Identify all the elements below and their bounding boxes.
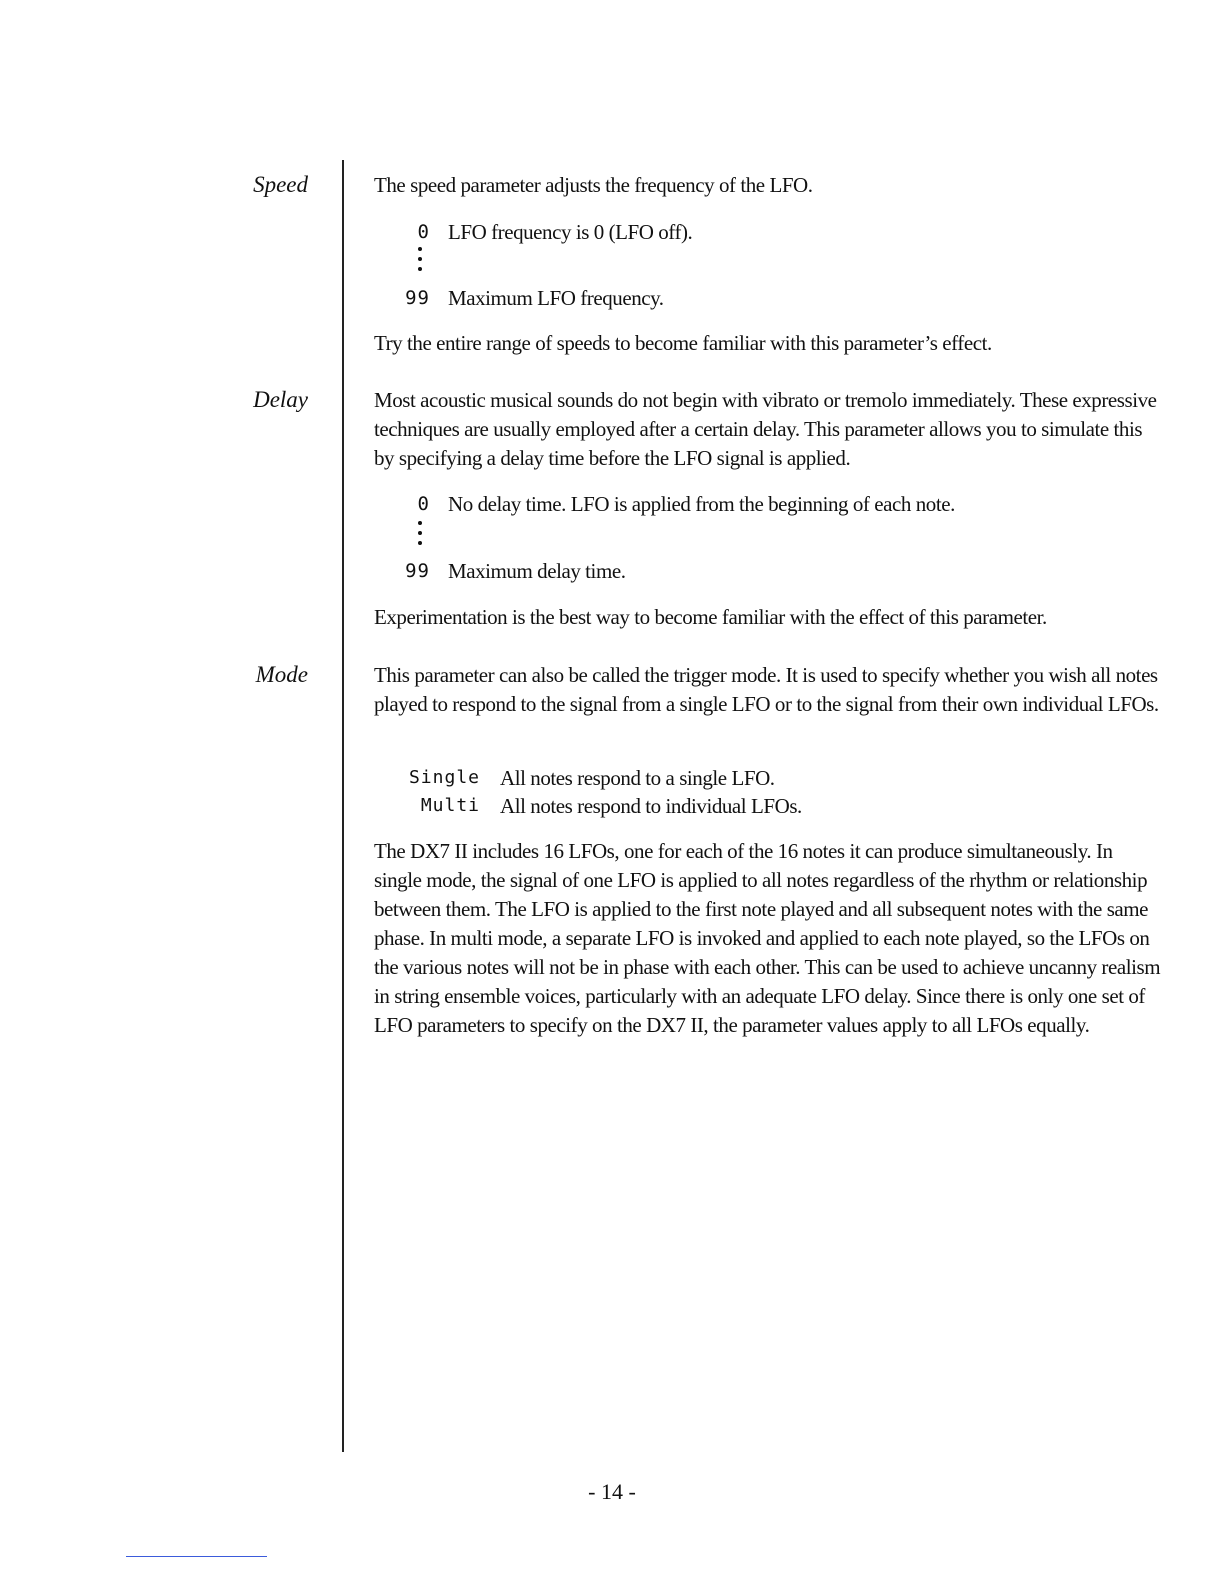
delay-value-max-row bbox=[374, 557, 626, 585]
delay-value-max: 99 bbox=[405, 560, 430, 582]
delay-intro: Most acoustic musical sounds do not begin with vibrato or tremolo immediately. These expressive techniques are usually employed after a certain delay. This parameter allows you to simulate this by specifying a delay time before the LFO signal is applied. bbox=[374, 388, 1157, 470]
speed-intro: The speed parameter adjusts the frequency of the LFO. bbox=[374, 173, 813, 197]
range-ellipsis-icon bbox=[418, 247, 424, 277]
mode-option-single-row bbox=[374, 764, 775, 792]
delay-value-max-description: Maximum delay time. bbox=[448, 559, 626, 583]
page-number: - 14 - bbox=[588, 1479, 636, 1504]
mode-option-single: Single bbox=[408, 767, 480, 788]
mode-option-multi-description: All notes respond to individual LFOs. bbox=[500, 794, 802, 818]
speed-value-min: 0 bbox=[417, 221, 430, 243]
speed-value-min-description: LFO frequency is 0 (LFO off). bbox=[448, 220, 693, 244]
speed-heading: Speed bbox=[253, 172, 308, 197]
speed-outro: Try the entire range of speeds to become familiar with this parameter’s effect. bbox=[374, 331, 992, 355]
margin-rule bbox=[342, 160, 344, 1452]
mode-option-multi: Multi bbox=[420, 795, 480, 816]
speed-value-max: 99 bbox=[405, 287, 430, 309]
speed-value-min-row bbox=[374, 218, 693, 246]
delay-outro: Experimentation is the best way to become familiar with the effect of this parameter. bbox=[374, 605, 1047, 629]
mode-option-multi-row bbox=[374, 792, 802, 820]
delay-heading: Delay bbox=[253, 387, 308, 412]
delay-value-min-row bbox=[374, 490, 955, 518]
speed-value-max-row bbox=[374, 284, 664, 312]
mode-option-single-description: All notes respond to a single LFO. bbox=[500, 766, 775, 790]
mode-intro: This parameter can also be called the trigger mode. It is used to specify whether you wish all notes played to respond to the signal from a single LFO or to the signal from their own individual LFOs. bbox=[374, 663, 1159, 716]
delay-value-min: 0 bbox=[417, 493, 430, 515]
delay-value-min-description: No delay time. LFO is applied from the beginning of each note. bbox=[448, 492, 955, 516]
speed-value-max-description: Maximum LFO frequency. bbox=[448, 286, 664, 310]
mode-heading: Mode bbox=[255, 662, 308, 687]
bottom-rule bbox=[126, 1556, 267, 1557]
range-ellipsis-icon bbox=[418, 521, 424, 551]
mode-outro: The DX7 II includes 16 LFOs, one for each of the 16 notes it can produce simultaneously. In single mode, the signal of one LFO is applied to all notes regardless of the rhythm or relationship between them. The LFO is applied to the first note played and all subsequent notes with the same phase. In multi mode, a separate LFO is invoked and applied to each note played, so the LFOs on the various notes will not be in phase with each other. This can be used to achieve uncanny realism in string ensemble voices, particularly with an adequate LFO delay. Since there is only one set of LFO parameters to specify on the DX7 II, the parameter values apply to all LFOs equally. bbox=[374, 839, 1161, 1037]
